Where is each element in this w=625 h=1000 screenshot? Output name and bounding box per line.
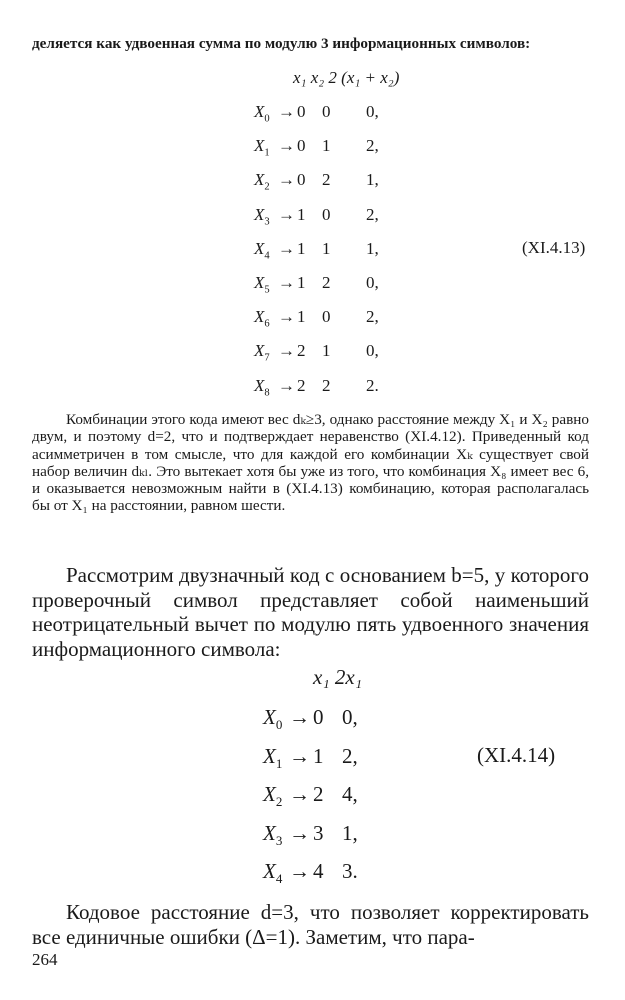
- table1-cell: 1,: [366, 238, 379, 258]
- table1-cell: 2: [322, 273, 331, 292]
- table1-cell: 2,: [366, 136, 379, 156]
- equation-number-2: (XI.4.14): [477, 743, 556, 767]
- table2-cell: 1: [313, 743, 324, 768]
- table1-row-arrow: →: [278, 341, 295, 361]
- table2-cell: 0: [313, 705, 324, 729]
- table1-cell: 2: [297, 341, 306, 361]
- table1-cell: 1: [297, 204, 306, 224]
- table1-row-arrow: →: [278, 136, 295, 156]
- table1-cell: 2,: [366, 307, 379, 327]
- table1-row-arrow: →: [278, 102, 295, 121]
- table1-cell: 1,: [366, 170, 379, 190]
- table1-row-label: $X_3$: [254, 204, 270, 227]
- table2-heading: x₁ 2x₁: [313, 665, 362, 689]
- table1-heading: x₁ x₂ 2 (x₁ + x₂): [293, 68, 400, 87]
- table1-cell: 2.: [366, 375, 379, 395]
- table1-cell: 0: [297, 136, 306, 156]
- paragraph-2: Рассмотрим двузначный код с основанием b=5, у которого проверочный символ представляет собой наименьший неотрицательный вычет по модулю пять удвоенного значения информационного символа:: [32, 563, 589, 661]
- table1-row-label: $X_5$: [254, 273, 270, 296]
- table1-cell: 1: [322, 341, 331, 361]
- table1-row-label: $X_0$: [254, 102, 270, 125]
- table1-row-label: $X_2$: [254, 170, 270, 193]
- table2-cell: 4: [313, 859, 324, 883]
- table1-cell: 0: [322, 204, 331, 224]
- table1-cell: 1: [297, 307, 306, 327]
- table1-row-arrow: →: [278, 375, 295, 395]
- table2-row-arrow: →: [289, 782, 310, 806]
- table2-row-label: $X_4$: [263, 859, 283, 887]
- paragraph-3: Кодовое расстояние d=3, что позволяет корректировать все единичные ошибки (Δ=1). Заметим, что пара-: [32, 900, 589, 949]
- table1-row-label: $X_7$: [254, 341, 270, 364]
- table1-cell: 2,: [366, 204, 379, 224]
- table1-row-arrow: →: [278, 307, 295, 327]
- table2-cell: 4,: [342, 782, 358, 806]
- table1-cell: 0: [322, 307, 331, 327]
- table1-row-arrow: →: [278, 170, 295, 190]
- table1-row-arrow: →: [278, 204, 295, 224]
- table1-row-arrow: →: [278, 238, 295, 258]
- table1-cell: 2: [322, 170, 331, 190]
- table2-row-arrow: →: [289, 820, 310, 845]
- equation-number-1: (XI.4.13): [522, 238, 586, 257]
- table2-cell: 0,: [342, 705, 358, 729]
- table1-cell: 1: [322, 136, 331, 156]
- paragraph-1: Комбинации этого кода имеют вес dₖ≥3, однако расстояние между X₁ и X₂ равно двум, и поэтому d=2, что и подтверждает неравенство (XI.4.12). Приведенный код асимметричен в том смысле, что для каждой его комбинации Xₖ существует свой набор величин dₖₗ. Это вытекает хотя бы уже из того, что комбинация X₈ имеет вес 6, и оказывается невозможным найти в (XI.4.13) комбинацию, которая располагалась бы от X₁ на расстоянии, равном шести.: [32, 411, 589, 515]
- table1-cell: 2: [322, 375, 331, 395]
- table1-cell: 0,: [366, 102, 379, 121]
- table1-cell: 1: [322, 238, 331, 258]
- table1-cell: 1: [297, 238, 306, 258]
- table1-row-label: $X_4$: [254, 238, 270, 262]
- table2-row-label: $X_0$: [263, 705, 283, 733]
- page-number: 264: [32, 950, 58, 969]
- table2-row-arrow: →: [289, 859, 310, 883]
- table1-row-label: $X_8$: [254, 375, 270, 398]
- intro-text: деляется как удвоенная сумма по модулю 3 информационных символов:: [32, 35, 531, 52]
- table1-cell: 0: [322, 102, 331, 121]
- table1-row-label: $X_6$: [254, 307, 270, 330]
- table2-cell: 1,: [342, 820, 358, 845]
- table1-cell: 0: [297, 170, 306, 190]
- table2-row-arrow: →: [289, 705, 310, 729]
- table1-cell: 0: [297, 102, 306, 121]
- table1-row-label: $X_1$: [254, 136, 270, 159]
- table2-row-label: $X_3$: [263, 820, 283, 848]
- table1-cell: 0,: [366, 273, 379, 292]
- table2-cell: 3.: [342, 859, 358, 883]
- table1-cell: 2: [297, 375, 306, 395]
- table1-cell: 1: [297, 273, 306, 292]
- table1-cell: 0,: [366, 341, 379, 361]
- table2-cell: 3: [313, 820, 324, 845]
- table2-cell: 2: [313, 782, 324, 806]
- table2-row-arrow: →: [289, 743, 310, 768]
- table2-row-label: $X_1$: [263, 743, 283, 771]
- table2-row-label: $X_2$: [263, 782, 283, 810]
- table1-row-arrow: →: [278, 273, 295, 292]
- table2-cell: 2,: [342, 743, 358, 768]
